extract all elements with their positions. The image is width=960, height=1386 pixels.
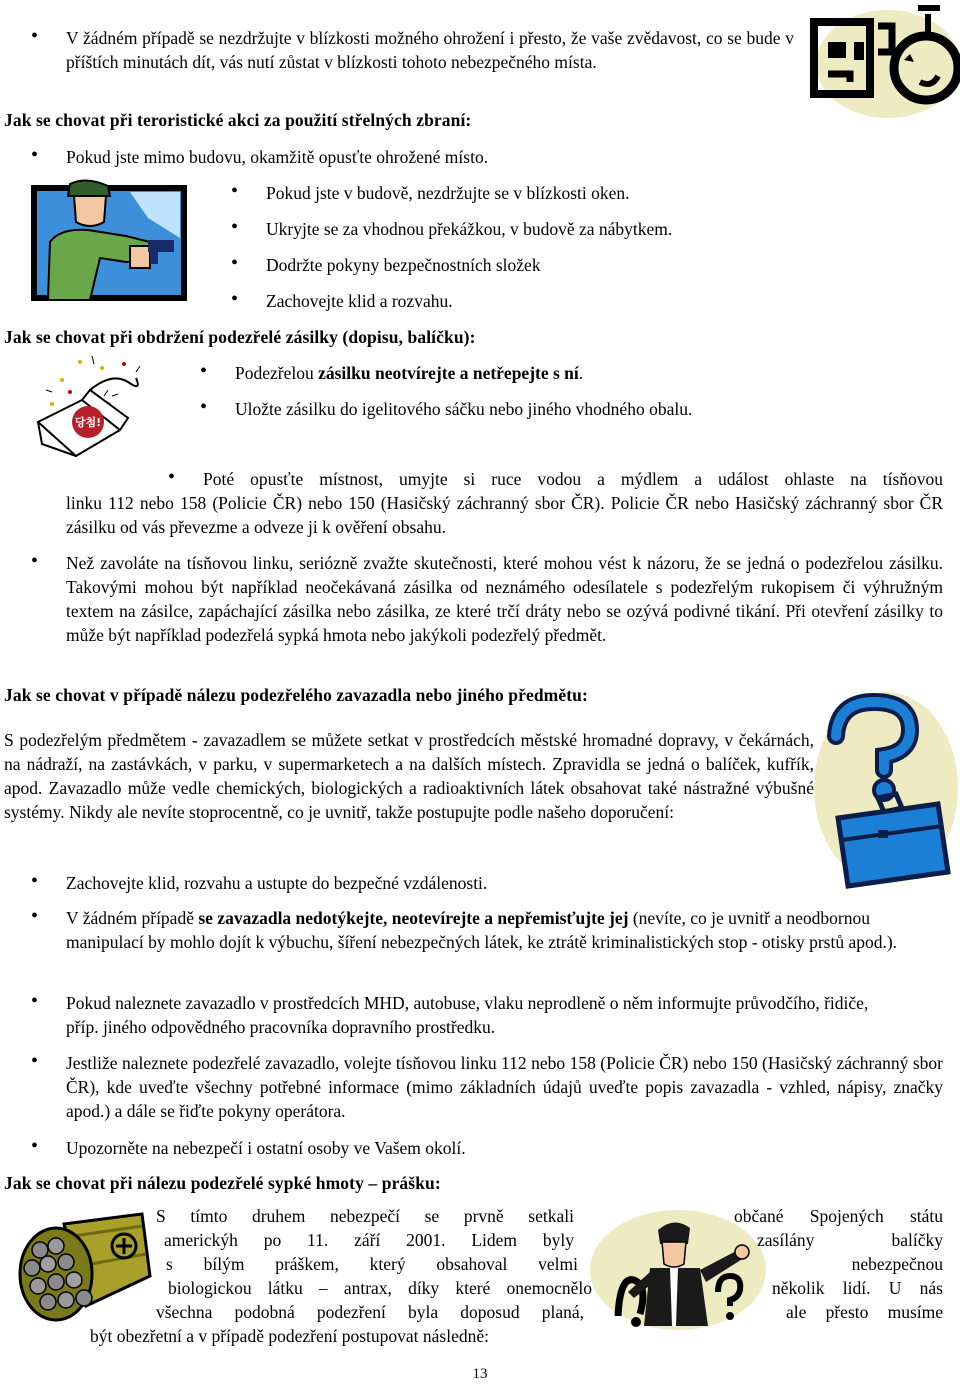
section-heading: Jak se chovat při teroristické akci za použití střelných zbraní: — [4, 110, 472, 130]
bullet-icon: • — [200, 396, 208, 418]
list-item: • V žádném případě se nezdržujte v blízkosti možného ohrožení i přesto, že vaše zvědavost, co se bude v příštích minutách dít, vás nutí zůstat v blízkosti tohoto nebezpečného místa. — [31, 25, 794, 72]
list-item: • Zachovejte klid, rozvahu a ustupte do bezpečné vzdálenosti. — [31, 870, 488, 893]
list-item: • Ukryjte se za vhodnou překážkou, v budově za nábytkem. — [231, 216, 673, 239]
list-item: • Dodržte pokyny bezpečnostních složek — [231, 252, 541, 275]
bullet-icon: • — [31, 550, 39, 572]
section-heading: Jak se chovat při obdržení podezřelé zásilky (dopisu, balíčku): — [4, 327, 476, 347]
bullet-icon: • — [231, 216, 239, 238]
list-item: • Pokud naleznete zavazadlo v prostředcích MHD, autobuse, vlaku neprodleně o něm informujte průvodčího, řidiče, příp. jiného odpovědného pracovníka dopravního prostředku. — [31, 990, 869, 1037]
list-item: • Poté opusťte místnost, umyjte si ruce vodou a mýdlem a událost ohlaste na tísňovou linku 112 nebo 158 (Policie ČR) nebo 150 (Hasičský záchranný sbor ČR). Policie ČR nebo Hasičský záchranný sbor ČR zásilku od vás převezme a odveze ji k ověření obsahu. — [66, 466, 943, 537]
paragraph-last-line: být obezřetní a v případě podezření postupovat následně: — [90, 1326, 489, 1346]
bullet-icon: • — [231, 288, 239, 310]
list-item: • Pokud jste mimo budovu, okamžitě opusťte ohrožené místo. — [31, 144, 489, 167]
list-item: • Než zavoláte na tísňovou linku, seriózně zvažte skutečnosti, které mohou vést k názoru, že se jedná o podezřelou zásilku. Takovými mohou být například neočekávaná zásilka od neznámého odesílatele s podezřelým rukopisem či výhružným textem na zásilce, zapáchající zásilka nebo zásilka, ze které trčí dráty nebo se ozývá podivné tikání. Při otevření zásilky to může být například podezřelá sypká hmota nebo jakýkoli podezřelý předmět. — [31, 550, 943, 645]
bomb-face-clipart — [806, 2, 960, 118]
list-item: • Zachovejte klid a rozvahu. — [231, 288, 453, 311]
list-item: • Upozorněte na nebezpečí i ostatní osoby ve Vašem okolí. — [31, 1135, 466, 1158]
page-number: 13 — [472, 1366, 488, 1382]
list-item: • Pokud jste v budově, nezdržujte se v blízkosti oken. — [231, 180, 630, 203]
list-item: • Jestliže naleznete podezřelé zavazadlo, volejte tísňovou linku 112 nebo 158 (Policie ČR) nebo 150 (Hasičský záchranný sbor ČR), kde uveďte všechny potřebné informace (mimo základních údajů uveďte popis zavazadla - vzhled, nápisy, značky apod.) a dále se řiďte pokyny operátora. — [31, 1050, 943, 1121]
section-heading: Jak se chovat v případě nálezu podezřelého zavazadla nebo jiného předmětu: — [4, 685, 588, 705]
powder-barrel-clipart — [14, 1206, 152, 1326]
package-label: 당첨! — [74, 416, 102, 429]
bullet-icon: • — [31, 1050, 39, 1072]
bullet-icon: • — [231, 252, 239, 274]
list-item: • Uložte zásilku do igelitového sáčku nebo jiného vhodného obalu. — [200, 396, 693, 419]
gunman-clipart — [30, 178, 192, 303]
list-item: • V žádném případě se zavazadla nedotýkejte, neotevírejte a nepřemisťujte jej (nevíte, co je uvnitř a neodbornou manipulací by mohlo dojít k výbuchu, šíření nebezpečných látek, ke ztrátě kriminalistických stop - otisky prstů apod.). — [31, 905, 898, 952]
bullet-icon: • — [31, 870, 39, 892]
bullet-icon: • — [31, 905, 39, 927]
bullet-icon: • — [31, 1135, 39, 1157]
bullet-icon: • — [31, 25, 39, 47]
bullet-icon: • — [31, 990, 39, 1012]
package-bomb-clipart — [32, 352, 160, 462]
paragraph: S podezřelým předmětem - zavazadlem se můžete setkat v prostředcích městské hromadné dopravy, v čekárnách, na nádraží, na zastávkách, v parku, v supermarketech a na dalších místech. Zpravidla se jedná o balíček, kufřík, apod. Zavazadlo může vedle chemických, biologických a radioaktivních látek obsahovat také nástražné výbušné systémy. Nikdy ale nevíte stoprocentně, co je uvnitř, takže postupujte podle našeho doporučení: — [4, 730, 814, 822]
list-item: • Podezřelou zásilku neotvírejte a netřepejte s ní. — [200, 360, 584, 383]
bullet-icon: • — [231, 180, 239, 202]
bullet-icon: • — [31, 144, 39, 166]
bullet-icon: • — [200, 360, 208, 382]
bullet-icon: • — [168, 466, 176, 488]
suspicious-luggage-clipart — [808, 690, 960, 896]
section-heading: Jak se chovat při nálezu podezřelé sypké hmoty – prášku: — [4, 1173, 441, 1193]
